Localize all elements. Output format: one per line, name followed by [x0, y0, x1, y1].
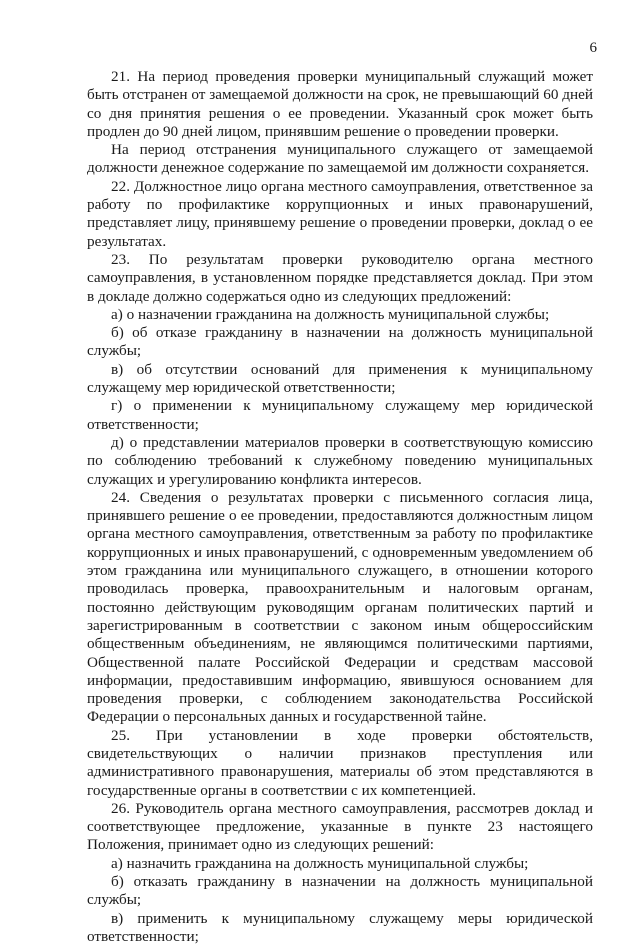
paragraph-23-option-b: б) об отказе гражданину в назначении на должность муниципальной службы;: [87, 324, 593, 360]
paragraph-25: 25. При установлении в ходе проверки обстоятельств, свидетельствующих о наличии признаков преступления или административного правонарушения, материалы об этом представляются в государственные органы в соответствии с их компетенцией.: [87, 726, 593, 799]
paragraph-26: 26. Руководитель органа местного самоуправления, рассмотрев доклад и соответствующее предложение, указанные в пункте 23 настоящего Положения, принимает одно из следующих решений:: [87, 799, 593, 854]
paragraph-21-suspension-salary: На период отстранения муниципального служащего от замещаемой должности денежное содержание по замещаемой им должности сохраняется.: [87, 141, 593, 177]
paragraph-23-option-v: в) об отсутствии оснований для применения к муниципальному служащему мер юридической ответственности;: [87, 360, 593, 397]
paragraph-23-option-a: а) о назначении гражданина на должность муниципальной службы;: [111, 305, 550, 323]
paragraph-26-option-b: б) отказать гражданину в назначении на должность муниципальной службы;: [87, 873, 593, 909]
paragraph-21: 21. На период проведения проверки муниципальный служащий может быть отстранен от замещаемой должности на срок, не превышающий 60 дней со дня принятия решения о ее проведении. Указанный срок может быть продлен до 90 дней лицом, принявшим решение о проведении проверки.: [87, 68, 593, 140]
paragraph-26-option-v: в) применить к муниципальному служащему меры юридической ответственности;: [87, 909, 593, 945]
paragraph-23-option-d: д) о представлении материалов проверки в соответствующую комиссию по соблюдению требований к служебному поведению муниципальных служащих и урегулированию конфликта интересов.: [87, 433, 593, 488]
document-body: [87, 68, 593, 946]
paragraph-26-option-a: а) назначить гражданина на должность муниципальной службы;: [111, 854, 529, 872]
paragraph-24: 24. Сведения о результатах проверки с письменного согласия лица, принявшего решение о ее проведении, предоставляются должностным лицом органа местного самоуправления, ответственным за работу по профилактике коррупционных и иных правонарушений, с одновременным уведомлением об этом гражданина или муниципального служащего, в отношении которого проводилась проверка, правоохранительным и налоговым органам, постоянно действующим руководящим органам политических партий и зарегистрированным в соответствии с законом иным общероссийским общественным объединениям, не являющимся политическими партиями, Общественной палате Российской Федерации и средствам массовой информации, предоставившим информацию, явившуюся основанием для проведения проверки, с соблюдением законодательства Российской Федерации о персональных данных и государственной тайне.: [87, 488, 593, 726]
paragraph-22: 22. Должностное лицо органа местного самоуправления, ответственное за работу по профилактике коррупционных и иных правонарушений, представляет лицу, принявшему решение о проведении проверки, доклад о ее результатах.: [87, 177, 593, 250]
page-number: 6: [589, 40, 597, 56]
paragraph-23-option-g: г) о применении к муниципальному служащему мер юридической ответственности;: [87, 397, 593, 433]
paragraph-23: 23. По результатам проверки руководителю органа местного самоуправления, в установленном порядке представляется доклад. При этом в докладе должно содержаться одно из следующих предложений:: [87, 250, 593, 305]
